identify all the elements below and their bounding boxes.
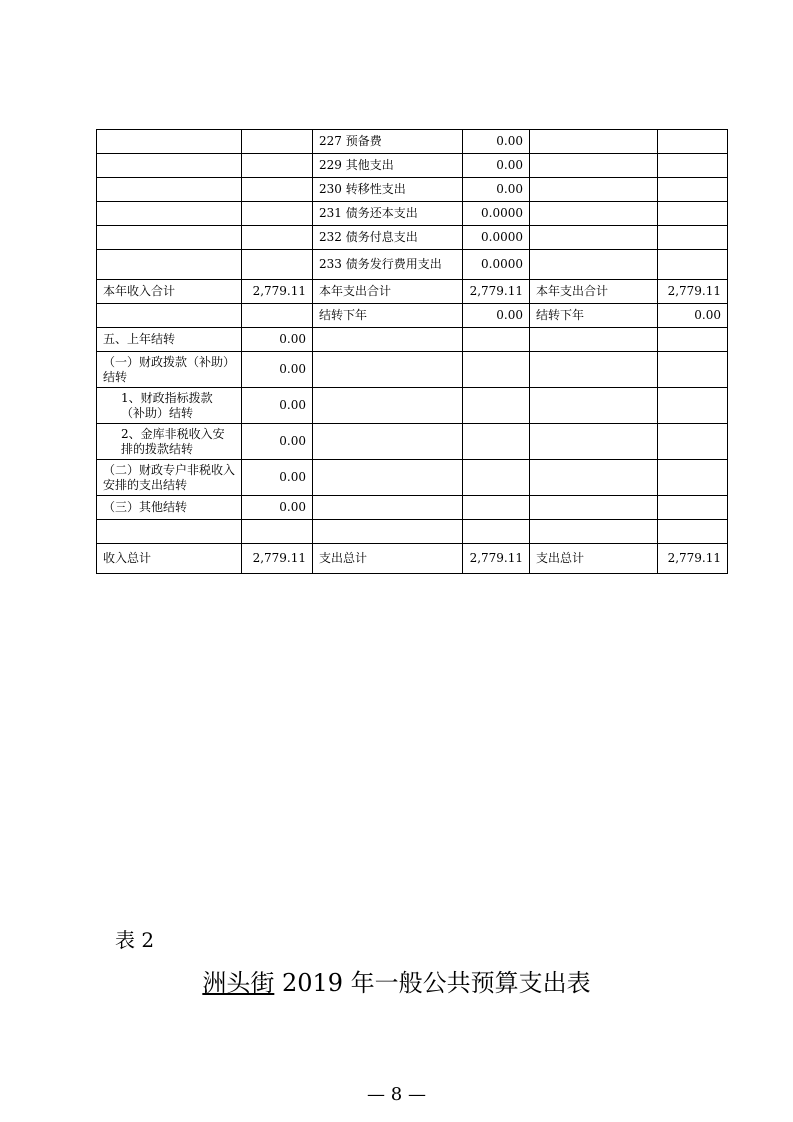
table-cell: （一）财政拨款（补助）结转 (97, 352, 242, 388)
table-cell (313, 496, 463, 520)
table-cell: 2,779.11 (658, 280, 728, 304)
table-row (97, 496, 728, 520)
table-body (97, 130, 728, 574)
table-cell: 支出总计 (530, 544, 658, 574)
table-cell (530, 460, 658, 496)
table-cell (242, 130, 313, 154)
table-cell (530, 424, 658, 460)
table-cell (242, 178, 313, 202)
table-cell (242, 304, 313, 328)
table-cell (313, 388, 463, 424)
page-number: — 8 — (367, 1084, 426, 1105)
table-cell: 0.00 (463, 178, 530, 202)
table-cell: 1、财政指标拨款（补助）结转 (97, 388, 242, 424)
table-cell: 本年收入合计 (97, 280, 242, 304)
table-cell: （三）其他结转 (97, 496, 242, 520)
table-cell (658, 520, 728, 544)
table-cell (658, 250, 728, 280)
table-cell: 本年支出合计 (313, 280, 463, 304)
table-cell (658, 328, 728, 352)
table-cell (97, 154, 242, 178)
table-cell (97, 520, 242, 544)
table-cell (658, 154, 728, 178)
table-cell (97, 250, 242, 280)
table-cell: 2、金库非税收入安排的拨款结转 (97, 424, 242, 460)
table-cell (658, 226, 728, 250)
table-row (97, 280, 728, 304)
title-text: 2019 年一般公共预算支出表 (274, 969, 591, 997)
table-cell (658, 460, 728, 496)
table-cell: 227 预备费 (313, 130, 463, 154)
table-row (97, 388, 728, 424)
table-cell (97, 202, 242, 226)
table-cell: 支出总计 (313, 544, 463, 574)
table-cell (463, 424, 530, 460)
table-cell: 0.00 (242, 496, 313, 520)
table-cell (658, 130, 728, 154)
table-cell (658, 424, 728, 460)
table-cell: 2,779.11 (242, 280, 313, 304)
table-row (97, 304, 728, 328)
table-cell (463, 496, 530, 520)
table-row (97, 424, 728, 460)
table-cell (530, 178, 658, 202)
table-cell: 五、上年结转 (97, 328, 242, 352)
table-cell: 0.00 (242, 424, 313, 460)
table-cell: 232 债务付息支出 (313, 226, 463, 250)
table-cell (242, 154, 313, 178)
table-row (97, 130, 728, 154)
table-cell (658, 496, 728, 520)
table-cell (242, 202, 313, 226)
table-cell: 0.00 (658, 304, 728, 328)
table-cell: 0.00 (463, 130, 530, 154)
table-cell: 0.00 (242, 388, 313, 424)
table-row (97, 178, 728, 202)
table-cell: 0.00 (242, 460, 313, 496)
table-cell (530, 202, 658, 226)
table-cell (313, 424, 463, 460)
table-row (97, 460, 728, 496)
table-row (97, 154, 728, 178)
table-row (97, 226, 728, 250)
table-cell: 0.0000 (463, 250, 530, 280)
table-cell (530, 352, 658, 388)
table-cell (313, 328, 463, 352)
table-cell (658, 178, 728, 202)
table-cell: 2,779.11 (463, 544, 530, 574)
table-cell: 231 债务还本支出 (313, 202, 463, 226)
table-row (97, 328, 728, 352)
table-cell (242, 250, 313, 280)
table-cell (530, 388, 658, 424)
table-cell: 2,779.11 (463, 280, 530, 304)
table-row (97, 250, 728, 280)
table-row (97, 520, 728, 544)
table-cell (97, 178, 242, 202)
table-cell (463, 460, 530, 496)
table-cell: 2,779.11 (242, 544, 313, 574)
table-cell: 0.00 (242, 328, 313, 352)
table-cell (530, 130, 658, 154)
table-cell: 结转下年 (530, 304, 658, 328)
org-name: 洲头街 (202, 969, 275, 997)
table-cell (530, 496, 658, 520)
table-cell (658, 202, 728, 226)
table-cell (658, 352, 728, 388)
table-cell (97, 304, 242, 328)
table-cell (97, 226, 242, 250)
table-cell: 233 债务发行费用支出 (313, 250, 463, 280)
table-cell (530, 520, 658, 544)
table-cell: （二）财政专户非税收入安排的支出结转 (97, 460, 242, 496)
table-row (97, 544, 728, 574)
table-cell: 结转下年 (313, 304, 463, 328)
table-cell: 收入总计 (97, 544, 242, 574)
table-cell: 0.00 (463, 304, 530, 328)
table-row (97, 202, 728, 226)
table-cell (530, 226, 658, 250)
table-cell (463, 520, 530, 544)
table-cell (658, 388, 728, 424)
table-cell (242, 226, 313, 250)
table-cell (530, 154, 658, 178)
budget-table (96, 129, 728, 574)
table-cell: 0.0000 (463, 226, 530, 250)
table-cell: 0.00 (463, 154, 530, 178)
table-label: 表 2 (115, 928, 155, 952)
table-cell (530, 328, 658, 352)
table-cell (313, 460, 463, 496)
table-row (97, 352, 728, 388)
page-title (0, 963, 793, 998)
table-cell: 本年支出合计 (530, 280, 658, 304)
table-cell: 2,779.11 (658, 544, 728, 574)
table-cell (463, 328, 530, 352)
table-cell (530, 250, 658, 280)
table-cell: 0.0000 (463, 202, 530, 226)
table-cell (463, 388, 530, 424)
table-cell: 230 转移性支出 (313, 178, 463, 202)
table-cell: 0.00 (242, 352, 313, 388)
table-cell (463, 352, 530, 388)
table-cell (313, 352, 463, 388)
table-cell: 229 其他支出 (313, 154, 463, 178)
table-cell (97, 130, 242, 154)
table-cell (242, 520, 313, 544)
table-cell (313, 520, 463, 544)
